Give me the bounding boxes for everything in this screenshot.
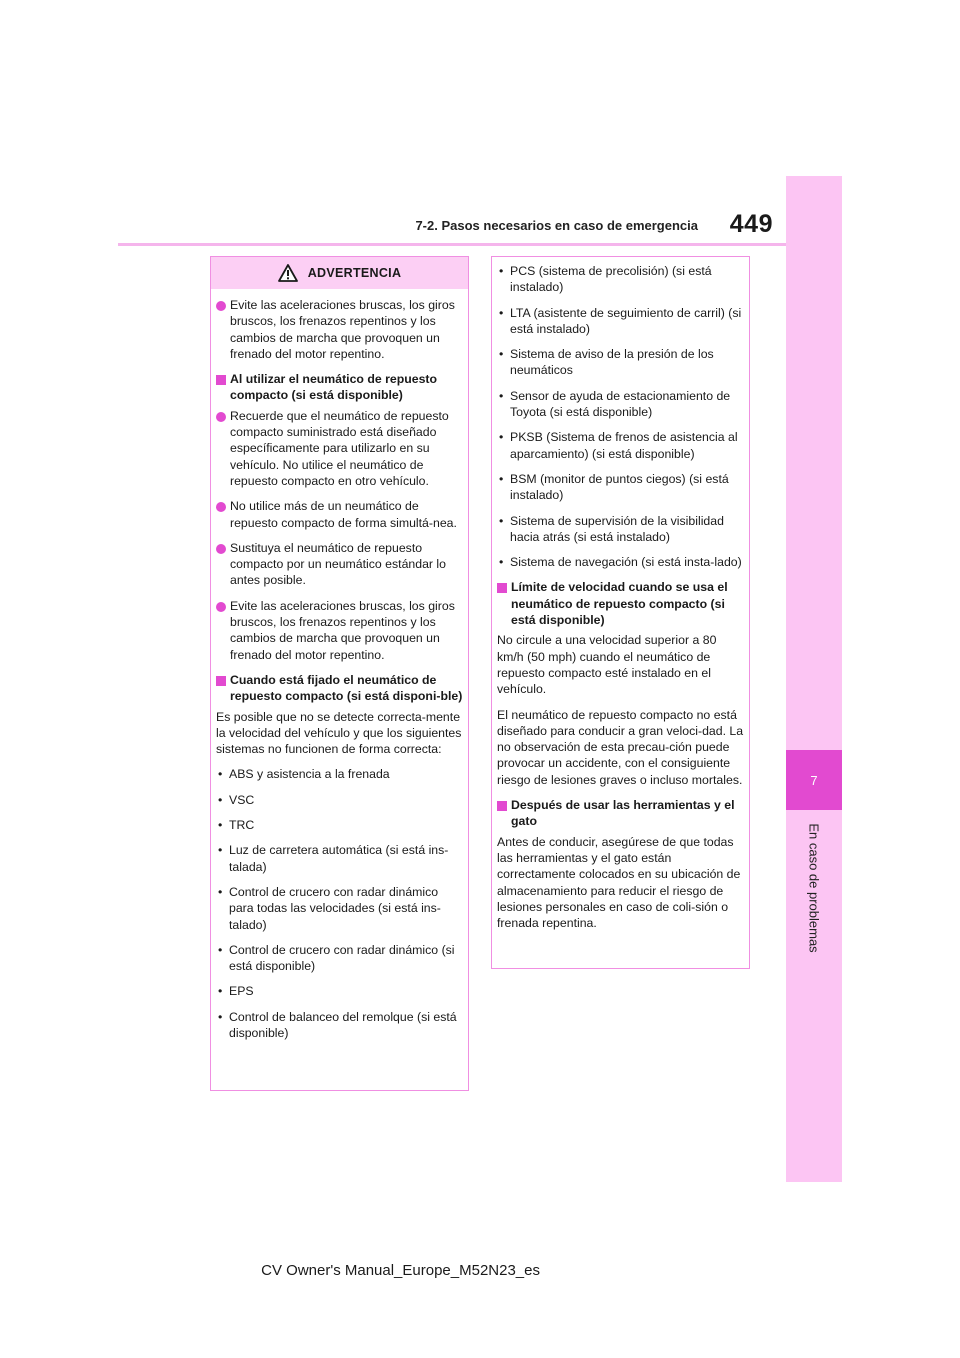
list-item-text: Evite las aceleraciones bruscas, los giros bruscos, los frenazos repentinos y los cambios de marcha que provoquen un frenado del motor repentino.: [230, 598, 455, 662]
circle-bullet-icon: [216, 412, 226, 422]
header-divider: [118, 243, 786, 246]
bullet-item: • LTA (asistente de seguimiento de carril) (si está instalado): [497, 305, 745, 338]
bullet-item: • ABS y asistencia a la frenada: [216, 766, 464, 782]
list-item: [216, 498, 464, 531]
bullet-item: • Sensor de ayuda de estacionamiento de Toyota (si está disponible): [497, 388, 745, 421]
circle-bullet-icon: [216, 502, 226, 512]
bullet-item: • TRC: [216, 817, 464, 833]
warning-body-left: [211, 289, 468, 1058]
subheading-text: Después de usar las herramientas y el gato: [511, 798, 735, 829]
warning-box-right-column: [491, 256, 750, 969]
list-item-text: Recuerde que el neumático de repuesto compacto suministrado está diseñado específicamente para utilizarlo en su vehículo. No utilice el neumático de repuesto compacto en otro vehículo.: [230, 408, 449, 488]
bullet-item: • Sistema de supervisión de la visibilidad hacia atrás (si está instalado): [497, 513, 745, 546]
subheading: [216, 371, 464, 404]
list-item: [216, 540, 464, 589]
chapter-label: En caso de problemas: [806, 823, 822, 953]
list-item: [216, 297, 464, 362]
warning-box-left-column: [210, 256, 469, 1091]
circle-bullet-icon: [216, 301, 226, 311]
warning-triangle-icon: [278, 264, 298, 282]
bullet-item: • PCS (sistema de precolisión) (si está instalado): [497, 263, 745, 296]
list-item: [216, 408, 464, 489]
circle-bullet-icon: [216, 602, 226, 612]
square-bullet-icon: [216, 676, 226, 686]
page-number: 449: [729, 210, 773, 238]
bullet-item: • EPS: [216, 983, 464, 999]
list-item-text: Sustituya el neumático de repuesto compacto por un neumático estándar lo antes posible.: [230, 540, 447, 588]
bullet-item: • Luz de carretera automática (si está ins-talada): [216, 842, 464, 875]
subheading-text: Al utilizar el neumático de repuesto compacto (si está disponible): [230, 372, 438, 403]
list-item-text: No utilice más de un neumático de repuesto compacto de forma simultá-nea.: [230, 499, 457, 530]
warning-title: ADVERTENCIA: [307, 265, 402, 280]
list-item-text: Evite las aceleraciones bruscas, los giros bruscos, los frenazos repentinos y los cambios de marcha que provoquen un frenado del motor repentino.: [230, 298, 455, 361]
bullet-item: • Sistema de aviso de la presión de los neumáticos: [497, 346, 745, 379]
chapter-tab: [786, 176, 842, 1182]
paragraph: El neumático de repuesto compacto no está diseñado para conducir a gran veloci-dad. La no observación de esta precau-ción puede provocar un accidente, con el consiguiente riesgo de lesiones graves o incluso mortales.: [497, 707, 744, 787]
bullet-item: • BSM (monitor de puntos ciegos) (si está instalado): [497, 471, 745, 504]
subheading: [216, 672, 464, 705]
list-item: [216, 598, 464, 663]
footer-manual-id: CV Owner's Manual_Europe_M52N23_es: [261, 1262, 540, 1279]
chapter-number: 7: [786, 750, 842, 810]
circle-bullet-icon: [216, 544, 226, 554]
bullet-item: • Control de crucero con radar dinámico (si está disponible): [216, 942, 464, 975]
paragraph: Es posible que no se detecte correcta-mente la velocidad del vehículo y que los siguientes sistemas no funcionen de forma correcta:: [216, 709, 462, 757]
bullet-item: • PKSB (Sistema de frenos de asistencia al aparcamiento) (si está disponible): [497, 429, 745, 462]
subheading: [497, 579, 745, 628]
bullet-item: • Control de crucero con radar dinámico para todas las velocidades (si está ins-talado): [216, 884, 464, 933]
bullet-item: • Control de balanceo del remolque (si está disponible): [216, 1009, 464, 1042]
square-bullet-icon: [497, 583, 507, 593]
bullet-item: • VSC: [216, 792, 464, 808]
square-bullet-icon: [216, 375, 226, 385]
paragraph: Antes de conducir, asegúrese de que todas las herramientas y el gato están correctamente colocados en su ubicación de almacenamiento para reducir el riesgo de lesiones personales en caso de coli-sión o frenada repentina.: [497, 834, 741, 931]
section-title: 7-2. Pasos necesarios en caso de emergencia: [415, 218, 698, 233]
warning-header: [211, 257, 468, 289]
paragraph: No circule a una velocidad superior a 80 km/h (50 mph) cuando el neumático de repuesto compacto esté instalado en el vehículo.: [497, 633, 717, 697]
bullet-item: • Sistema de navegación (si está insta-lado): [497, 554, 745, 570]
subheading-text: Límite de velocidad cuando se usa el neumático de repuesto compacto (si está disponible): [511, 580, 728, 628]
subheading-text: Cuando está fijado el neumático de repuesto compacto (si está disponi-ble): [230, 672, 463, 704]
square-bullet-icon: [497, 801, 507, 811]
warning-body-right: [492, 257, 749, 948]
subheading: [497, 797, 745, 830]
